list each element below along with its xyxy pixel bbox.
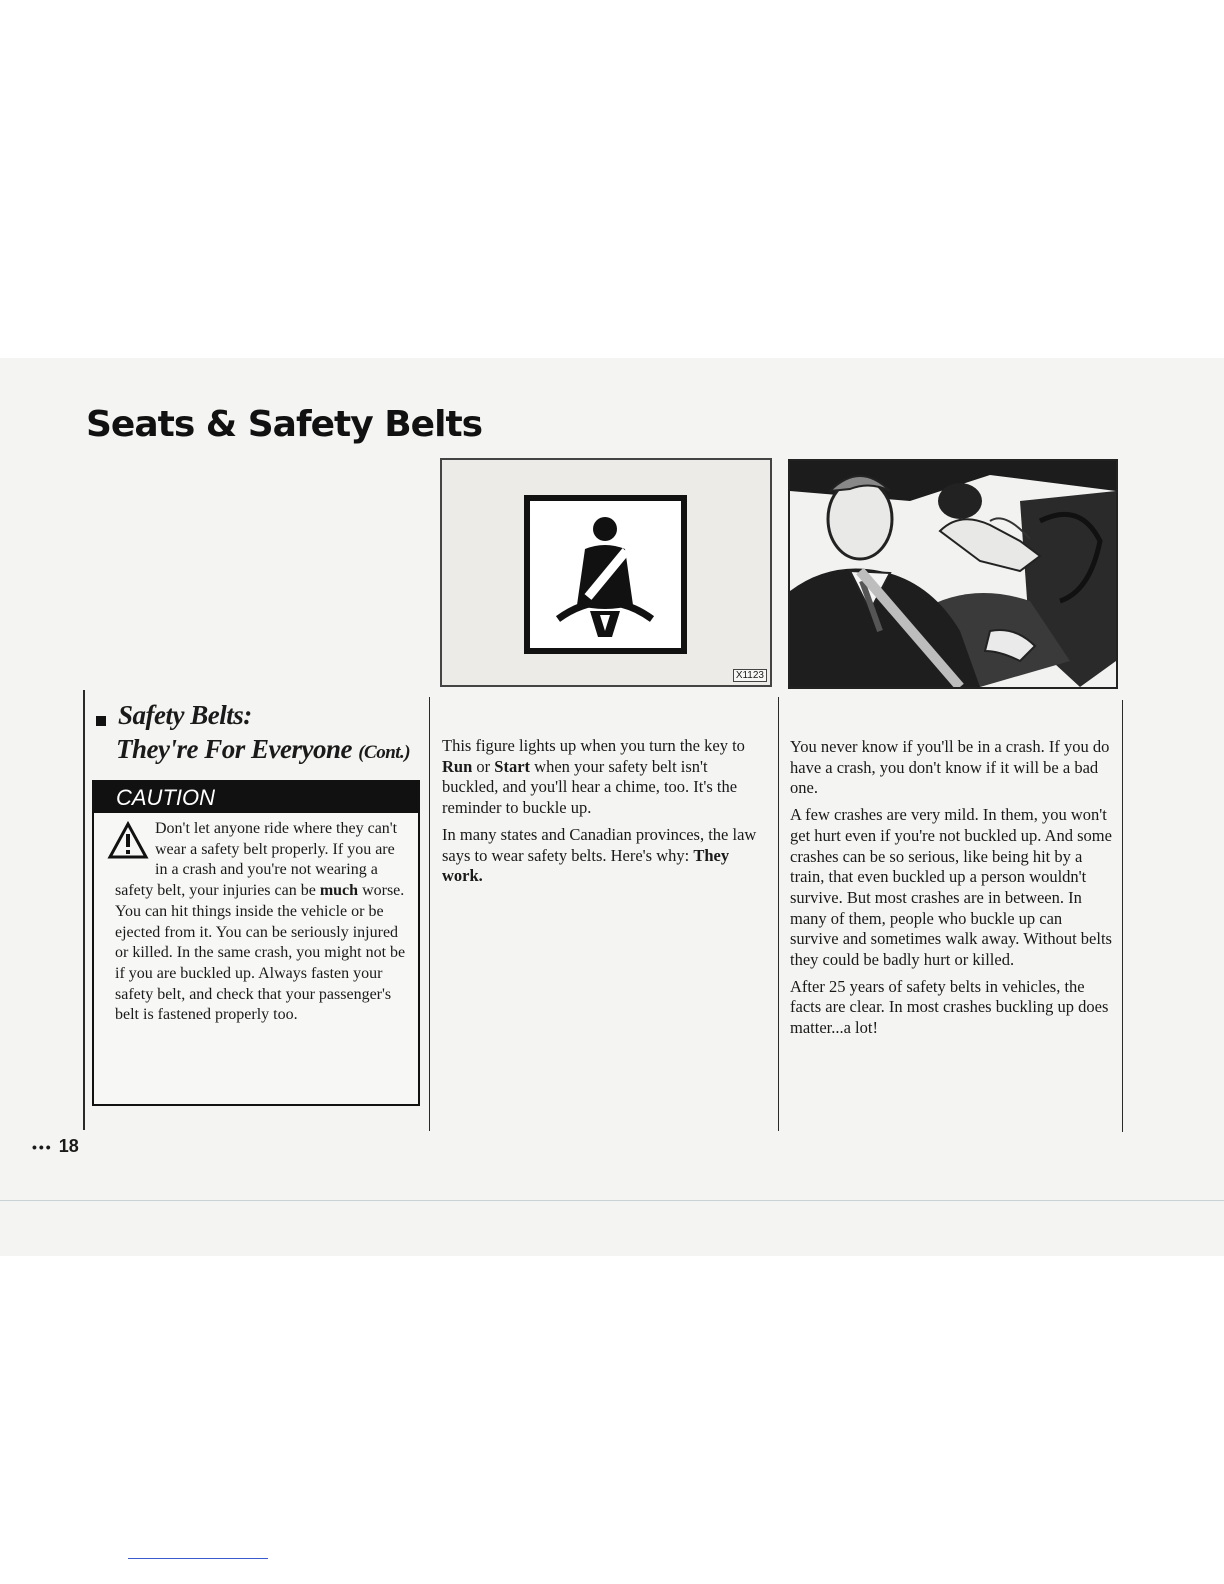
middle-paragraph-2 (442, 825, 768, 887)
caution-text-a: Don't let anyone ride where they can't wear a safety belt properly. If you are in a crash and you're not wearing a safety belt, your injuries can be (115, 820, 398, 900)
section-heading-line2-wrap (116, 732, 418, 770)
column-rule-right (778, 697, 779, 1131)
section-heading-line2: They're For Everyone (116, 734, 352, 764)
caution-text-b: worse. You can hit things inside the vehicle or be ejected from it. You can be seriously injured or killed. In the same crash, you might not be if you are buckled up. Always fasten your safety belt, and check that your passenger's belt is fastened properly too. (115, 882, 406, 1024)
page-dots: ••• (32, 1139, 53, 1155)
bottom-divider (0, 1200, 1224, 1201)
belt-reminder-figure (440, 458, 772, 687)
right-paragraph-1: You never know if you'll be in a crash. If you do have a crash, you don't know if it will be a bad one. (790, 737, 1110, 798)
caution-box (92, 780, 420, 1106)
page-number (32, 1136, 79, 1157)
middle-p1-c: when your safety belt isn't buckled, and you'll hear a chime, too. It's the reminder to buckle up. (442, 756, 738, 818)
middle-column-text (442, 736, 768, 893)
caution-text-bold: much (319, 882, 359, 900)
column-rule-far-right (1122, 700, 1123, 1132)
right-paragraph-2: A few crashes are very mild. In them, you won't get hurt even if you're not buckled up. And some crashes can be so serious, like being hit by a train, that even buckled up a person wouldn't survive. But most crashes are in between. In many of them, people who buckle up can survive and sometimes walk away. Without belts they could be badly hurt or killed. (790, 805, 1112, 970)
page-number-value: 18 (58, 1136, 79, 1156)
section-heading-line1: Safety Belts: (118, 700, 252, 730)
middle-p1-a: This figure lights up when you turn the key to (442, 736, 745, 755)
figure-code: X1123 (733, 669, 767, 682)
caution-text (94, 813, 418, 1026)
caution-label: CAUTION (94, 782, 418, 813)
buckled-occupants-illustration (788, 459, 1118, 689)
bottom-underline (128, 1558, 268, 1559)
middle-paragraph-1 (442, 736, 768, 819)
start-keyword: Start (494, 756, 531, 776)
right-paragraph-3: After 25 years of safety belts in vehicles, the facts are clear. In most crashes buckling up does matter...a lot! (790, 976, 1109, 1038)
column-rule-middle (429, 697, 430, 1131)
middle-p2-a: In many states and Canadian provinces, the law says to wear safety belts. Here's why: (442, 824, 757, 865)
belt-reminder-symbol-frame (524, 495, 687, 654)
column-rule-left (83, 690, 85, 1130)
section-bullet (96, 716, 106, 726)
section-heading-cont: (Cont.) (358, 742, 411, 763)
middle-p1-b: or (472, 756, 495, 776)
page-title: Seats & Safety Belts (86, 404, 483, 445)
safety-belt-person-icon (530, 501, 681, 648)
warning-triangle-icon (107, 821, 149, 861)
driver-and-passenger-icon (790, 461, 1116, 687)
run-keyword: Run (442, 756, 473, 776)
right-column-text (790, 737, 1112, 1045)
middle-p2-bold: They work. (442, 845, 730, 886)
section-heading (118, 698, 418, 770)
